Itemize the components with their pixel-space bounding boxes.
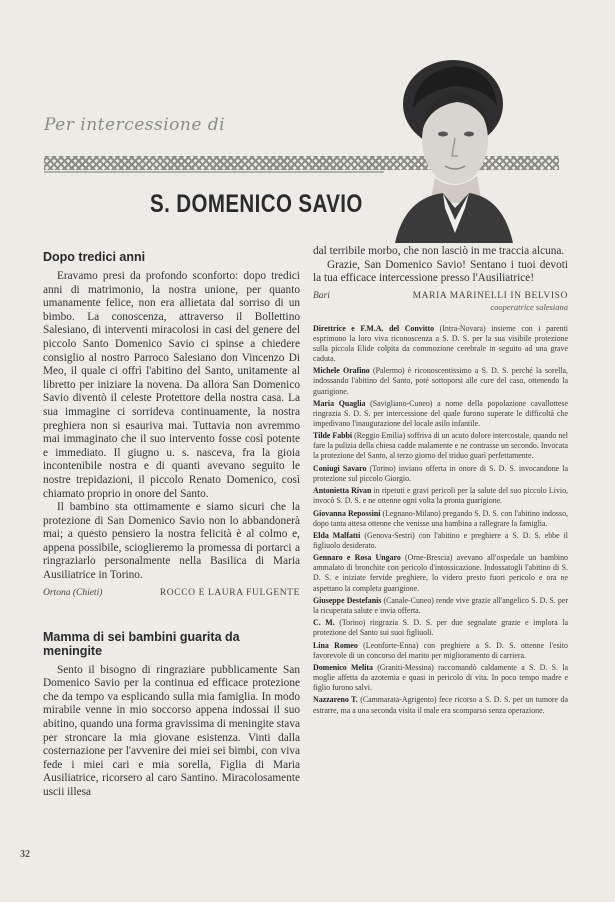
grace-text: (Torino) inviano offerta in onore di S. D. S. invocandone la protezione sul piccolo Giorgio. (313, 463, 568, 483)
grace-name: Gennaro e Rosa Ungaro (313, 553, 401, 563)
grace-item (313, 596, 568, 616)
grace-text: in ripetuti e gravi pericoli per la salute del suo piccolo Livio, invocò S. D. S. e ne ottenne ogni volta la pronta guarigione. (313, 486, 569, 506)
grace-text: (Reggio Emilia) soffriva di un acuto dolore intercostale, quando nel fare la pulizia della chiesa cadde malamente e ne contrasse un secondo. Invocata la protezione del Santo, al terzo giorno del triduo guarì perfettamente. (313, 431, 568, 461)
article-1-place: Ortona (Chieti) (43, 587, 103, 598)
left-column (43, 250, 300, 800)
grace-item (313, 531, 568, 551)
grace-name: Antonietta Rivan (313, 486, 372, 496)
grace-name: Giovanna Repossini (313, 508, 381, 518)
grace-item (313, 553, 568, 593)
grace-name: Tilde Fabbi (313, 431, 353, 441)
article-2-title: Mamma di sei bambini guarita da meningite (43, 629, 240, 658)
graces-list (313, 324, 568, 716)
grace-item (313, 663, 568, 693)
right-column (313, 245, 568, 718)
grace-item (313, 641, 568, 661)
grace-item (313, 509, 568, 529)
intercession-heading: Per intercessione di (44, 115, 226, 135)
article-1-signature: ROCCO E LAURA FULGENTE (159, 587, 300, 598)
grace-text: (Palermo) è riconoscentissimo a S. D. S. perché la sorella, indossando l'abitino del Santo, poté sottoporsi alle cure del caso, ottenendo la guarigione. (313, 366, 568, 396)
decorative-rule (44, 171, 384, 173)
grace-name: Nazzareno T. (313, 695, 358, 705)
article-2-closing: Grazie, San Domenico Savio! Sentano i tuoi devoti la tua efficace intercessione presso l'Ausiliatrice! (313, 258, 568, 285)
grace-text: (Savigliano-Cuneo) a nome della popolazione cavallottese ringrazia S. D. S. per intercessione del quale furono superate le difficoltà che impedivano l'inaugurazione del locale asilo infantile. (313, 398, 568, 428)
saint-portrait-image (385, 48, 515, 243)
grace-text: (Legnano-Milano) pregando S. D. S. con l'abitino indosso, dopo tanta attesa ottenne che venisse una bambina a rallegrare la famiglia. (313, 508, 568, 528)
grace-item (313, 431, 568, 461)
grace-name: Direttrice e F.M.A. del Convitto (313, 323, 435, 333)
grace-item (313, 618, 568, 638)
saint-name-title: S. DOMENICO SAVIO (150, 190, 363, 218)
grace-name: Giuseppe Destefanis (313, 595, 382, 605)
grace-text: (Leonforte-Enna) con preghiere a S. D. S. ottenne l'esito favorevole di un concorso del marito per miglioramento di carriera. (313, 640, 568, 660)
grace-text: (Canale-Cuneo) rende vive grazie all'angelico S. D. S. per la ricuperata salute e invia offerta. (313, 595, 568, 615)
article-2-continuation: dal terribile morbo, che non lasciò in me traccia alcuna. (313, 245, 565, 257)
article-1-paragraph-2: Il bambino sta ottimamente e siamo sicuri che la protezione di San Domenico Savio non lo abbandonerà mai; a questo pensiero la nostra felicità è al colmo e, appena possibile, scioglieremo la promessa di portarci a ringraziarlo personalmente nella Basilica di Maria Ausiliatrice in Torino. (43, 501, 300, 582)
grace-item (313, 695, 568, 715)
grace-item (313, 486, 568, 506)
grace-name: Michele Orafino (313, 366, 370, 376)
grace-item (313, 464, 568, 484)
article-2-place: Bari (313, 290, 330, 301)
article-1-title: Dopo tredici anni (43, 250, 146, 264)
grace-text: (Torino) ringrazia S. D. S. per due segnalate grazie e implora la protezione del Santo sui suoi figliuoli. (313, 618, 568, 638)
grace-item (313, 399, 568, 429)
grace-name: C. M. (313, 618, 335, 628)
article-1-paragraph-1: Eravamo presi da profondo sconforto: dopo tredici anni di matrimonio, la nostra unione, per quanto umanamente felice, non era allietata dal sorriso di un bimbo. La conoscenza, attraverso il Bollettino Salesiano, di interventi miracolosi in casi del genere del piccolo Santo Domenico Savio ci spinse a chiedere consiglio al nostro Parroco Salesiano don Vincenzo Di Meo, il quale ci offrì l'abitino del Santo, unitamente al libretto per iniziare la novena. Da allora San Domenico Savio diventò il celeste Protettore della nostra casa. La sua immagine ci sorrideva continuamente, la nostra preghiera non si esauriva mai. Tuttavia non avremmo mai immaginato che il suo intervento fosse così potente e immediato. Il giugno u. s. nasceva, fra la gioia incontenibile nostra e di quanti avevano seguito le nostre trepidazioni, il piccolo Renato Domenico, così chiamato proprio in onore del Santo. (43, 270, 300, 500)
article-2 (43, 630, 300, 800)
article-1-signature-line (43, 588, 300, 598)
grace-text: (Orne-Brescia) avevano all'ospedale un bambino ammalato di bronchite con pericolo d'intossicazione. Indossatogli l'abitino di S. D. S. e iniziate fervide preghiere, lo videro presto fuori pericolo e ora ne aspettano la completa guarigione. (313, 553, 568, 593)
grace-name: Lina Romeo (313, 640, 358, 650)
grace-text: (Intra-Novara) insieme con i parenti esprimono la loro viva riconoscenza a S. D. S. per la sua visibile protezione sulla piccola Elide colpita da commozione cerebrale in seguito ad una grave caduta. (313, 323, 568, 364)
grace-text: (Graniti-Messina) raccomandò caldamente a S. D. S. la moglie affetta da azotemia e quasi in pericolo di vita. In poco tempo madre e figlio furono salvi. (313, 662, 568, 693)
grace-text: (Cammarata-Agrigento) fece ricorso a S. D. S. per un tumore da estrarre, ma a una seconda visita il male era scomparso senza operazione. (313, 695, 568, 715)
grace-name: Maria Quaglia (313, 398, 366, 408)
grace-item (313, 324, 568, 364)
page-number: 32 (20, 849, 30, 860)
grace-item (313, 366, 568, 396)
article-2-signature: MARIA MARINELLI IN BELVISO (412, 290, 568, 301)
article-2-paragraph: Sento il bisogno di ringraziare pubblicamente San Domenico Savio per la continua ed efficace protezione che da tempo va esplicando sulla mia famiglia. In modo mirabile venne in mio soccorso appena indossai il suo abitino, quando una forma gravissima di meningite stava per stroncare la mia giovane esistenza. Vinti dalla costernazione per l'avvenire dei miei sei bimbi, con viva fede i miei cari e mia sorella, Figlia di Maria Ausiliatrice, ricorsero al caro Santino. Miracolosamente uscii illesa (43, 663, 300, 798)
grace-name: Domenico Melita (313, 662, 373, 672)
article-2-signature-line (313, 291, 568, 301)
grace-name: Elda Malfatti (313, 530, 361, 540)
grace-name: Coniugi Savaro (313, 463, 367, 473)
article-2-role: cooperatrice salesiana (490, 301, 568, 312)
grace-text: (Genova-Sestri) con l'abitino e preghiere a S. D. S. ebbe il figliuolo desiderato. (313, 530, 568, 550)
